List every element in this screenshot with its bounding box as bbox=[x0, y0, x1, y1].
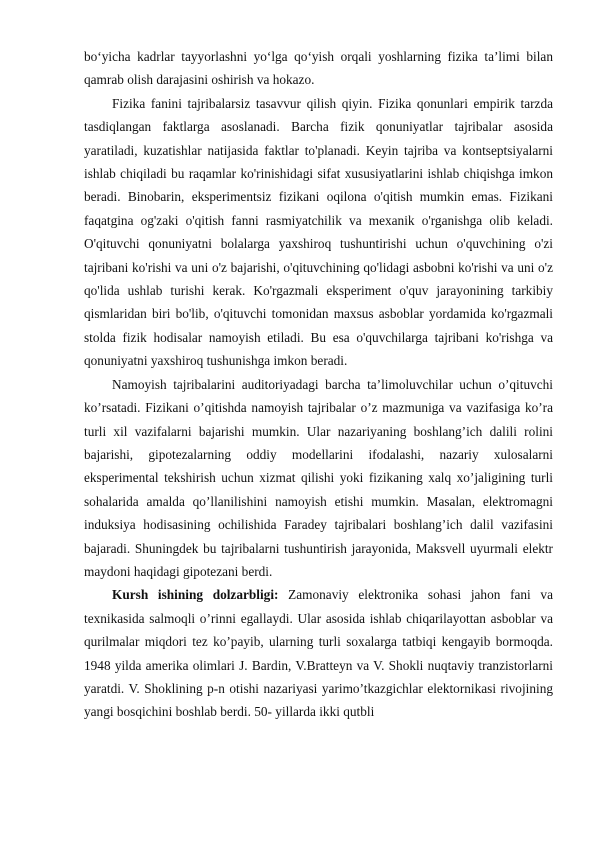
document-page bbox=[84, 45, 553, 724]
relevance-heading: Kursh ishining dolzarbligi: bbox=[112, 587, 279, 603]
paragraph-continuation: bo‘yicha kadrlar tayyorlashni yo‘lga qo‘yish orqali yoshlarning fizika ta’limi bilan qamrab olish darajasini oshirish va hokazo. bbox=[84, 49, 553, 88]
paragraph-demonstrations: Namoyish tajribalarini auditoriyadagi barcha ta’limoluvchilar uchun o’qituvchi ko’rsatadi. Fizikani o’qitishda namoyish tajribalar o’z mazmuniga va vazifasiga ko’ra turli xil vazifalarni bajarishi mumkin. Ular nazariyaning boshlang’ich dalili rolini bajarishi, gipotezalarning oddiy modellarini ifodalashi, nazariy xulosalarni eksperimental tekshirish uchun xizmat qilishi yoki fizikaning xalq xo’jaligining turli sohalarida amalda qo’llanilishini namoyish etishi mumkin. Masalan, elektromagni induksiya hodisasining ochilishida Faradey tajribalari boshlang’ich dalil vazifasini bajaradi. Shuningdek bu tajribalarni tushuntirish jarayonida, Maksvell uyurmali elektr maydoni haqidagi gipotezani berdi. bbox=[84, 376, 553, 579]
relevance-text: Zamonaviy elektronika sohasi jahon fani va texnikasida salmoqli o’rinni egallaydi. Ular asosida ishlab chiqarilayottan asboblar va qurilmalar miqdori tez ko’payib, ularning turli soxalarga tatbiqi kengayib bormoqda. 1948 yilda amerika olimlari J. Bardin, V.Bratteyn va V. Shokli nuqtaviy tranzistorlarni yaratdi. V. Shoklining p-n otishi nazariyasi yarimo’tkazgichlar elektornikasi rivojining yangi bosqichini boshlab berdi. 50- yillarda ikki qutbli bbox=[84, 587, 553, 720]
paragraph-relevance bbox=[84, 583, 553, 723]
paragraph-experiments: Fizika fanini tajribalarsiz tasavvur qilish qiyin. Fizika qonunlari empirik tarzda tasdiqlangan faktlarga asoslanadi. Barcha fizik qonuniyatlar tajribalar asosida yaratiladi, kuzatishlar natijasida faktlar to'planadi. Keyin tajriba va kontseptsiyalarni ishlab chiqiladi bu raqamlar ko'rinishidagi sifat xususiyatlarini ishlab chiqishga imkon beradi. Binobarin, eksperimentsiz fizikani oqilona o'qitish mumkin emas. Fizikani faqatgina og'zaki o'qitish fanni rasmiyatchilik va mexanik o'rganishga olib keladi. O'qituvchi qonuniyatni bolalarga yaxshiroq tushuntirishi uchun o'quvchining o'zi tajribani ko'rishi va uni o'z bajarishi, o'qituvchining qo'lidagi asbobni ko'rishi va uni o'z qo'lida ushlab turishi kerak. Ko'rgazmali eksperiment o'quv jarayonining tarkibiy qismlaridan biri bo'lib, o'qituvchi tomonidan maxsus asboblar yordamida ko'rgazmali stolda fizik hodisalar namoyish etiladi. Bu esa o'quvchilarga tajribani ko'rishga va qonuniyatni yaxshiroq tushunishga imkon beradi. bbox=[84, 95, 553, 369]
